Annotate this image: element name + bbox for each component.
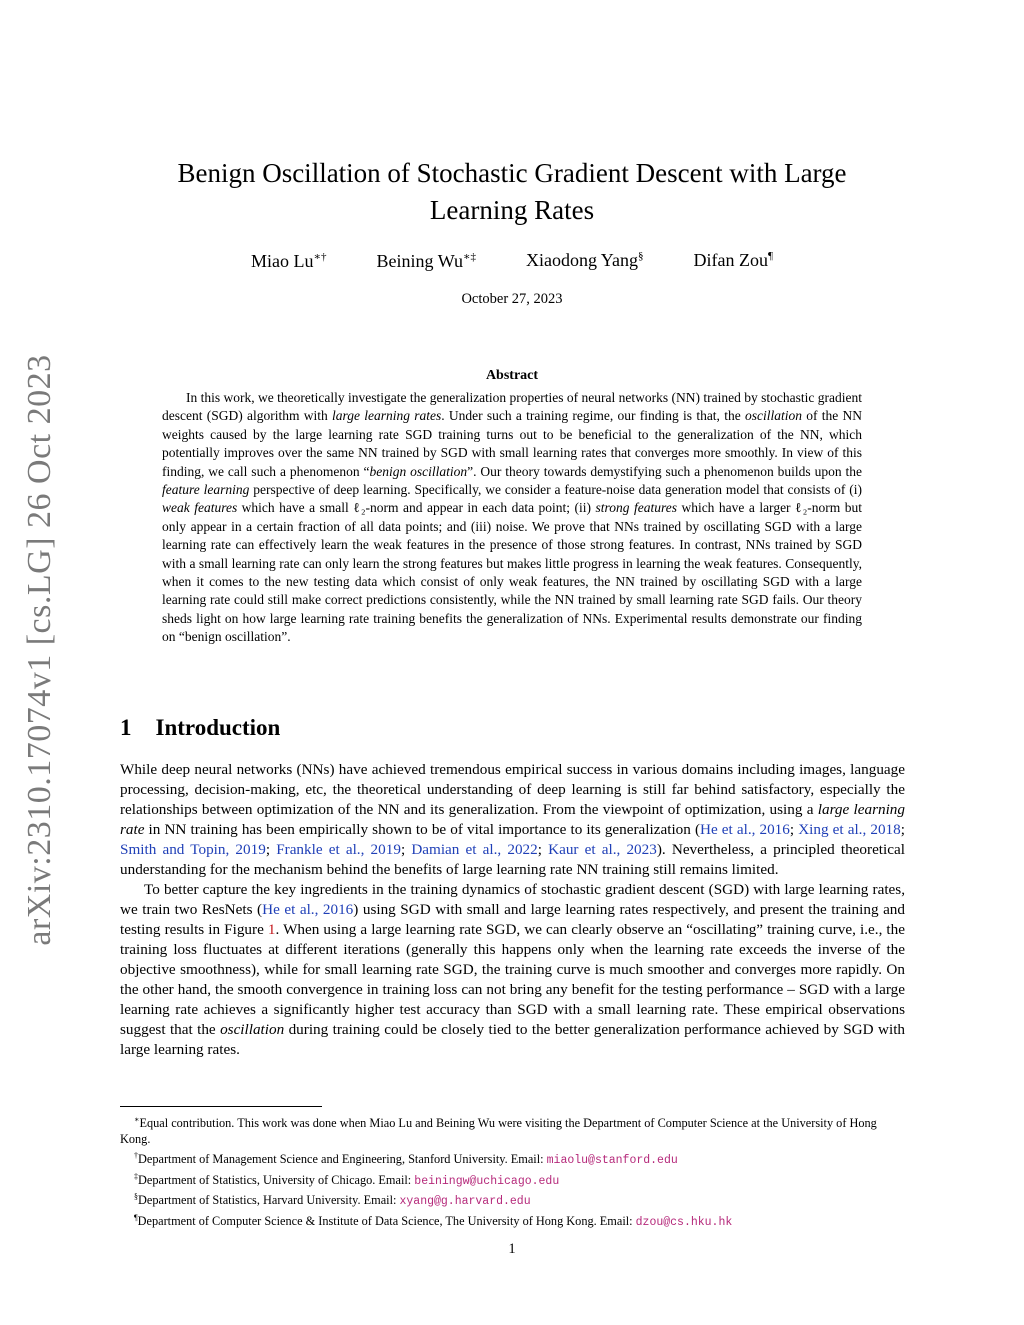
email-link[interactable]: beiningw@uchicago.edu bbox=[414, 1174, 560, 1188]
footnote-mark: ¶ bbox=[134, 1213, 138, 1223]
page-number: 1 bbox=[508, 1241, 516, 1257]
footnote-mark: ∗ bbox=[134, 1115, 140, 1124]
author-mark: ¶ bbox=[767, 250, 773, 262]
footnote: ‡Department of Statistics, University of Chicago. Email: beiningw@uchicago.edu bbox=[134, 1171, 560, 1188]
citation-link[interactable]: Damian et al., 2022 bbox=[411, 841, 538, 858]
footnote: §Department of Statistics, Harvard University. Email: xyang@g.harvard.edu bbox=[134, 1192, 531, 1209]
citation-link[interactable]: Smith and Topin, 2019 bbox=[120, 841, 266, 858]
introduction-body bbox=[120, 760, 905, 1060]
author: Miao Lu∗† bbox=[251, 251, 327, 271]
footnote-mark: ‡ bbox=[134, 1171, 138, 1181]
abstract-heading: Abstract bbox=[485, 368, 539, 383]
footnote: †Department of Management Science and Engineering, Stanford University. Email: miaolu@stanford.edu bbox=[134, 1150, 678, 1167]
footnote-mark: † bbox=[134, 1150, 138, 1160]
footnotes bbox=[120, 1112, 905, 1231]
author-mark: § bbox=[637, 250, 644, 262]
paragraph: To better capture the key ingredients in the training dynamics of stochastic gradient descent (SGD) with large learning rates, we train two ResNets (He et al., 2016) using SGD with small and large learning rates respectively, and present the training and testing results in Figure 1. When using a large learning rate SGD, we can clearly observe an “oscillating” training curve, i.e., the training loss fluctuates at different iterations (generally this happens only when the learning rate exceeds the inverse of the objective smoothness), while for small learning rate SGD, the training curve is much smoother and converges more rapidly. On the other hand, the smooth convergence in training loss can not bring any benefit for the testing performance – SGD with a large learning rate achieves a significantly higher test accuracy than SGD with a small learning rate. These empirical observations suggest that the oscillation during training could be closely tied to the better generalization performance achieved by SGD with large learning rates. bbox=[120, 881, 906, 1058]
arxiv-identifier: arXiv:2310.17074v1 [cs.LG] 26 Oct 2023 bbox=[21, 354, 58, 946]
author: Xiaodong Yang§ bbox=[525, 250, 644, 270]
citation-link[interactable]: He et al., 2016 bbox=[262, 901, 354, 918]
author: Beining Wu∗‡ bbox=[376, 251, 476, 271]
footnote: ∗Equal contribution. This work was done when Miao Lu and Beining Wu were visiting the Department of Computer Science at the University of Hong Kong. bbox=[120, 1115, 877, 1146]
footnote: ¶Department of Computer Science & Institute of Data Science, The University of Hong Kong. Email: dzou@cs.hku.hk bbox=[134, 1213, 733, 1230]
email-link[interactable]: miaolu@stanford.edu bbox=[546, 1153, 678, 1167]
section-number: 1 bbox=[120, 715, 132, 740]
title-line-1: Benign Oscillation of Stochastic Gradient Descent with Large bbox=[177, 158, 847, 188]
citation-link[interactable]: He et al., 2016 bbox=[700, 821, 790, 838]
citation-link[interactable]: Xing et al., 2018 bbox=[798, 821, 901, 838]
section-heading bbox=[120, 715, 280, 741]
citation-link[interactable]: Kaur et al., 2023 bbox=[548, 841, 657, 858]
abstract-text: In this work, we theoretically investigate the generalization properties of neural networks (NN) trained by stochastic gradient descent (SGD) algorithm with large learning rates. Under such a training regime, our finding is that, the oscillation of the NN weights caused by the large learning rate SGD training turns out to be beneficial to the generalization of the NN, which potentially improves over the same NN trained by SGD with small learning rates that converges more smoothly. In view of this finding, we call such a phenomenon “benign oscillation”. Our theory towards demystifying such a phenomenon builds upon the feature learning perspective of deep learning. Specifically, we consider a feature-noise data generation model that consists of (i) weak features which have a small ℓ₂-norm and appear in each data point; (ii) strong features which have a larger ℓ₂-norm but only appear in a certain fraction of all data points; and (iii) noise. We prove that NNs trained by oscillating SGD with a large learning rate can effectively learn the weak features in the presence of those strong features. In contrast, NNs trained by SGD with a small learning rate can only learn the strong features but makes little progress in learning the weak features. Consequently, when it comes to the new testing data which consist of only weak features, the NN trained by oscillating SGD with a large learning rate could still make correct predictions consistently, while the NN trained by small learning rate SGD fails. Our theory sheds light on how large learning rate training benefits the generalization of NNs. Experimental results demonstrate our finding on “benign oscillation”. bbox=[162, 390, 863, 645]
footnote-mark: § bbox=[134, 1192, 138, 1202]
paper-title bbox=[140, 155, 884, 229]
title-line-2: Learning Rates bbox=[429, 195, 595, 225]
email-link[interactable]: xyang@g.harvard.edu bbox=[399, 1195, 531, 1209]
author-mark: ∗‡ bbox=[462, 251, 476, 263]
paragraph: While deep neural networks (NNs) have achieved tremendous empirical success in various domains including images, language processing, decision-making, etc, the theoretical understanding of deep learning is still far behind satisfactory, especially the relationships between optimization of the NN and its generalization. From the viewpoint of optimization, using a large learning rate in NN training has been empirically shown to be of vital importance to its generalization (He et al., 2016; Xing et al., 2018; Smith and Topin, 2019; Frankle et al., 2019; Damian et al., 2022; Kaur et al., 2023). Nevertheless, a principled theoretical understanding for the mechanism behind the benefits of large learning rate NN training still remains limited. bbox=[120, 761, 905, 878]
email-link[interactable]: dzou@cs.hku.hk bbox=[635, 1216, 733, 1230]
author-mark: ∗† bbox=[313, 251, 327, 263]
citation-link[interactable]: Frankle et al., 2019 bbox=[276, 841, 401, 858]
figure-reference-link[interactable]: 1 bbox=[267, 921, 276, 938]
author: Difan Zou¶ bbox=[693, 250, 773, 270]
author-list bbox=[140, 250, 884, 272]
section-title: Introduction bbox=[155, 715, 281, 740]
publication-date: October 27, 2023 bbox=[461, 291, 563, 307]
footnote-divider bbox=[120, 1106, 322, 1107]
